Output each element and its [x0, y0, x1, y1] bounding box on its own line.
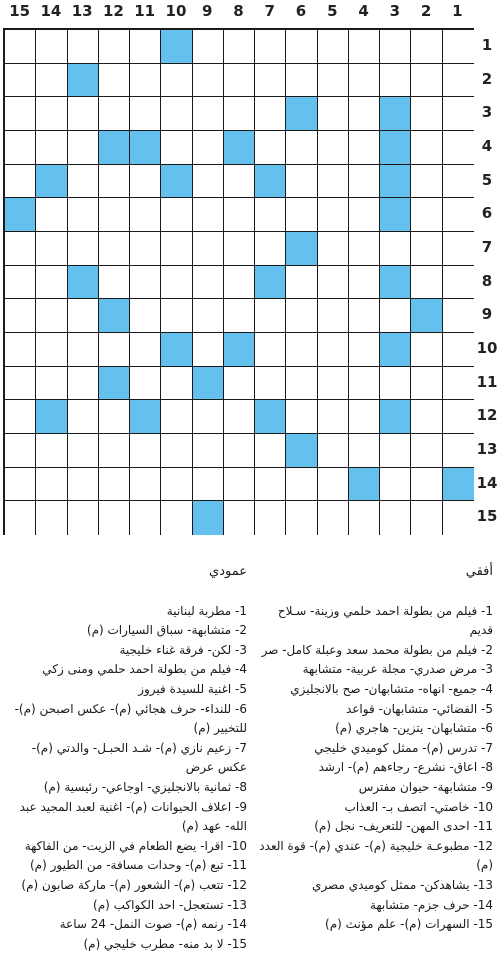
- grid-cell[interactable]: [224, 165, 255, 199]
- down-clue: 7- زعيم نازي (م)- شـد الحبـل- والدتي (م)- عكس عرض: [31, 740, 247, 775]
- grid-cell[interactable]: [411, 400, 442, 434]
- grid-cell[interactable]: [193, 266, 224, 300]
- grid-cell[interactable]: [380, 299, 411, 333]
- across-clue: 4- جميع- انهاه- متشابهان- صح بالانجليزي: [290, 681, 493, 696]
- grid-cell[interactable]: [130, 333, 161, 367]
- grid-cell[interactable]: [130, 468, 161, 502]
- shaded-cell: [130, 131, 161, 165]
- grid-cell[interactable]: [380, 232, 411, 266]
- grid-cell[interactable]: [130, 266, 161, 300]
- grid-cell[interactable]: [349, 400, 380, 434]
- shaded-cell: [224, 333, 255, 367]
- grid-cell[interactable]: [286, 165, 317, 199]
- grid-cell[interactable]: [224, 30, 255, 64]
- grid-cell[interactable]: [224, 468, 255, 502]
- grid-cell[interactable]: [36, 299, 67, 333]
- grid-cell[interactable]: [411, 131, 442, 165]
- grid-cell[interactable]: [443, 434, 474, 468]
- column-numbers: [0, 0, 475, 28]
- across-clue: 5- الفضائي- متشابهان- قواعد: [345, 701, 493, 716]
- grid-cell[interactable]: [36, 501, 67, 535]
- across-clue: 10- خاصتي- اتصف بـ- العذاب: [344, 799, 493, 814]
- column-number: 10: [165, 2, 187, 20]
- row-number: 13: [476, 439, 498, 458]
- grid-cell[interactable]: [443, 30, 474, 64]
- grid-cell[interactable]: [349, 97, 380, 131]
- grid-cell[interactable]: [193, 198, 224, 232]
- across-clue: 1- فيلم من بطولة احمد حلمي وزينة- سـلاح قديم: [277, 603, 493, 638]
- column-number: 5: [327, 2, 338, 20]
- grid-cell[interactable]: [36, 232, 67, 266]
- grid-cell[interactable]: [68, 333, 99, 367]
- down-clue: 5- اغنية للسيدة فيروز: [138, 681, 247, 696]
- grid-cell[interactable]: [161, 131, 192, 165]
- grid-cell[interactable]: [161, 400, 192, 434]
- grid-cell[interactable]: [255, 64, 286, 98]
- grid-cell[interactable]: [224, 434, 255, 468]
- shaded-cell: [255, 266, 286, 300]
- grid-cell[interactable]: [411, 501, 442, 535]
- grid-cell[interactable]: [286, 64, 317, 98]
- row-number: 1: [481, 35, 493, 54]
- grid-cell[interactable]: [161, 501, 192, 535]
- column-number: 4: [358, 2, 369, 20]
- grid-cell[interactable]: [161, 299, 192, 333]
- shaded-cell: [193, 367, 224, 401]
- column-number: 2: [420, 2, 432, 20]
- grid-cell[interactable]: [380, 501, 411, 535]
- shaded-cell: [380, 400, 411, 434]
- grid-cell[interactable]: [161, 232, 192, 266]
- down-clues: [5, 562, 247, 954]
- grid-cell[interactable]: [68, 299, 99, 333]
- across-clue: 12- مطبوعـة خليجية (م)- عندي (م)- قوة العدد (م): [259, 838, 493, 873]
- grid-cell[interactable]: [99, 165, 130, 199]
- down-clue: 10- اقرا- يضع الطعام في الزيت- من الفاكهة: [24, 838, 247, 853]
- row-number: 5: [481, 170, 493, 189]
- column-number: 12: [102, 2, 124, 20]
- grid-cell[interactable]: [36, 30, 67, 64]
- grid-cell[interactable]: [224, 97, 255, 131]
- grid-cell[interactable]: [411, 165, 442, 199]
- grid-cell[interactable]: [130, 434, 161, 468]
- shaded-cell: [161, 165, 192, 199]
- grid-cell[interactable]: [99, 266, 130, 300]
- grid-cell[interactable]: [5, 434, 36, 468]
- grid-cell[interactable]: [411, 367, 442, 401]
- shaded-cell: [36, 400, 67, 434]
- column-number: 14: [40, 2, 62, 20]
- grid-cell[interactable]: [349, 30, 380, 64]
- grid-cell[interactable]: [349, 299, 380, 333]
- grid-cell[interactable]: [161, 367, 192, 401]
- grid-cell[interactable]: [99, 501, 130, 535]
- down-clue: 2- متشابهة- سباق السيارات (م): [86, 623, 247, 638]
- grid-cell[interactable]: [68, 30, 99, 64]
- down-clue: 15- لا بد منه- مطرب خليجي (م): [83, 936, 247, 951]
- grid-cell[interactable]: [255, 501, 286, 535]
- grid-cell[interactable]: [193, 64, 224, 98]
- column-number: 3: [389, 2, 401, 20]
- shaded-cell: [99, 299, 130, 333]
- grid-cell[interactable]: [255, 131, 286, 165]
- grid-cell[interactable]: [68, 468, 99, 502]
- grid-cell[interactable]: [5, 97, 36, 131]
- grid-cell[interactable]: [224, 232, 255, 266]
- shaded-cell: [68, 64, 99, 98]
- grid-cell[interactable]: [36, 367, 67, 401]
- grid-cell[interactable]: [443, 232, 474, 266]
- shaded-cell: [380, 333, 411, 367]
- grid-cell[interactable]: [349, 266, 380, 300]
- grid-cell[interactable]: [224, 198, 255, 232]
- grid-cell[interactable]: [130, 501, 161, 535]
- across-heading: أفقي: [465, 564, 493, 579]
- grid-cell[interactable]: [5, 299, 36, 333]
- grid-cell[interactable]: [318, 367, 349, 401]
- grid-cell[interactable]: [193, 131, 224, 165]
- grid-cell[interactable]: [443, 266, 474, 300]
- grid-cell[interactable]: [5, 232, 36, 266]
- grid-cell[interactable]: [443, 64, 474, 98]
- grid-cell[interactable]: [318, 165, 349, 199]
- grid-cell[interactable]: [5, 266, 36, 300]
- grid-cell[interactable]: [36, 434, 67, 468]
- grid-cell[interactable]: [286, 400, 317, 434]
- down-clue: 3- لكن- فرقة غناء خليجية: [119, 642, 247, 657]
- grid-cell[interactable]: [443, 333, 474, 367]
- grid-cell[interactable]: [286, 299, 317, 333]
- grid-cell[interactable]: [36, 333, 67, 367]
- grid-cell[interactable]: [161, 434, 192, 468]
- grid-cell[interactable]: [318, 400, 349, 434]
- grid-cell[interactable]: [349, 501, 380, 535]
- grid-cell[interactable]: [68, 400, 99, 434]
- grid-cell[interactable]: [349, 367, 380, 401]
- grid-cell[interactable]: [130, 198, 161, 232]
- grid-cell[interactable]: [443, 165, 474, 199]
- shaded-cell: [5, 198, 36, 232]
- grid-cell[interactable]: [255, 198, 286, 232]
- grid-cell[interactable]: [161, 198, 192, 232]
- down-clue: 11- تبع (م)- وحدات مسافة- من الطيور (م): [29, 858, 247, 873]
- grid-cell[interactable]: [318, 468, 349, 502]
- grid-cell[interactable]: [68, 501, 99, 535]
- grid-cell[interactable]: [380, 367, 411, 401]
- grid-cell[interactable]: [5, 367, 36, 401]
- grid-cell[interactable]: [255, 232, 286, 266]
- row-number: 10: [476, 338, 498, 357]
- grid-cell[interactable]: [411, 434, 442, 468]
- grid-cell[interactable]: [318, 198, 349, 232]
- grid-cell[interactable]: [224, 367, 255, 401]
- grid-cell[interactable]: [286, 131, 317, 165]
- across-clue: 11- احدى المهن- للتعريف- نجل (م): [314, 819, 493, 834]
- grid-cell[interactable]: [380, 434, 411, 468]
- grid-cell[interactable]: [130, 30, 161, 64]
- across-clue: 6- متشابهان- يتزين- هاجري (م): [335, 721, 493, 736]
- grid-cell[interactable]: [255, 97, 286, 131]
- grid-cell[interactable]: [5, 30, 36, 64]
- grid-cell[interactable]: [286, 266, 317, 300]
- shaded-cell: [36, 165, 67, 199]
- grid-cell[interactable]: [130, 299, 161, 333]
- grid-cell[interactable]: [130, 165, 161, 199]
- grid-cell[interactable]: [411, 266, 442, 300]
- across-clue: 7- تدرس (م)- ممثل كوميدي خليجي: [314, 740, 493, 755]
- grid-cell[interactable]: [255, 30, 286, 64]
- grid-cell[interactable]: [161, 266, 192, 300]
- grid-cell[interactable]: [130, 97, 161, 131]
- grid-cell[interactable]: [68, 434, 99, 468]
- grid-cell[interactable]: [443, 97, 474, 131]
- grid-cell[interactable]: [36, 64, 67, 98]
- grid-cell[interactable]: [318, 131, 349, 165]
- grid-cell[interactable]: [68, 367, 99, 401]
- grid-cell[interactable]: [349, 232, 380, 266]
- down-clue: 6- للنداء- حرف هجائي (م)- عكس اصبحن (م)- للتخيير (م): [14, 701, 247, 736]
- grid-cell[interactable]: [193, 165, 224, 199]
- grid-cell[interactable]: [68, 232, 99, 266]
- grid-cell[interactable]: [411, 232, 442, 266]
- grid-cell[interactable]: [99, 468, 130, 502]
- shaded-cell: [443, 468, 474, 502]
- grid-cell[interactable]: [161, 468, 192, 502]
- grid-cell[interactable]: [255, 468, 286, 502]
- grid-cell[interactable]: [224, 266, 255, 300]
- across-clue: 13- يشاهدكن- ممثل كوميدي مصري: [312, 877, 493, 892]
- shaded-cell: [286, 232, 317, 266]
- grid-cell[interactable]: [255, 333, 286, 367]
- crossword-grid: [3, 28, 474, 535]
- column-number: 13: [71, 2, 93, 20]
- grid-cell[interactable]: [36, 266, 67, 300]
- grid-cell[interactable]: [380, 64, 411, 98]
- grid-cell[interactable]: [318, 30, 349, 64]
- grid-cell[interactable]: [318, 64, 349, 98]
- grid-cell[interactable]: [443, 400, 474, 434]
- grid-cell[interactable]: [36, 198, 67, 232]
- down-clue: 8- ثمانية بالانجليزي- اوجاعي- رئيسية (م): [43, 779, 247, 794]
- row-number: 2: [481, 69, 493, 88]
- grid-cell[interactable]: [318, 434, 349, 468]
- grid-cell[interactable]: [99, 232, 130, 266]
- grid-cell[interactable]: [411, 198, 442, 232]
- grid-cell[interactable]: [68, 97, 99, 131]
- grid-cell[interactable]: [193, 299, 224, 333]
- grid-cell[interactable]: [5, 64, 36, 98]
- grid-cell[interactable]: [224, 501, 255, 535]
- grid-cell[interactable]: [99, 97, 130, 131]
- shaded-cell: [255, 400, 286, 434]
- row-number: 9: [481, 305, 493, 324]
- grid-cell[interactable]: [318, 232, 349, 266]
- grid-cell[interactable]: [161, 97, 192, 131]
- down-clue: 14- رنمه (م)- صوت النمل- 24 ساعة: [59, 917, 247, 932]
- shaded-cell: [68, 266, 99, 300]
- grid-cell[interactable]: [99, 30, 130, 64]
- grid-cell[interactable]: [349, 64, 380, 98]
- column-number: 1: [452, 2, 463, 20]
- shaded-cell: [255, 165, 286, 199]
- grid-cell[interactable]: [286, 30, 317, 64]
- grid-cell[interactable]: [36, 97, 67, 131]
- grid-cell[interactable]: [99, 333, 130, 367]
- grid-cell[interactable]: [68, 131, 99, 165]
- shaded-cell: [99, 367, 130, 401]
- row-number: 12: [476, 406, 498, 425]
- grid-cell[interactable]: [255, 434, 286, 468]
- grid-cell[interactable]: [130, 367, 161, 401]
- across-clue: 15- السهرات (م)- علم مؤنث (م): [325, 917, 493, 932]
- down-clue: 12- تتعب (م)- الشعور (م)- ماركة صابون (م): [21, 877, 247, 892]
- grid-cell[interactable]: [286, 367, 317, 401]
- shaded-cell: [161, 333, 192, 367]
- shaded-cell: [380, 97, 411, 131]
- column-number: 7: [264, 2, 275, 20]
- down-clue: 13- تستعجل- احد الكواكب (م): [93, 897, 247, 912]
- grid-cell[interactable]: [224, 299, 255, 333]
- grid-cell[interactable]: [318, 299, 349, 333]
- grid-cell[interactable]: [5, 400, 36, 434]
- grid-cell[interactable]: [318, 97, 349, 131]
- grid-cell[interactable]: [443, 198, 474, 232]
- grid-cell[interactable]: [130, 232, 161, 266]
- column-number: 8: [233, 2, 244, 20]
- grid-cell[interactable]: [380, 468, 411, 502]
- column-number: 15: [9, 2, 31, 20]
- grid-cell[interactable]: [286, 198, 317, 232]
- across-clue: 8- اعاق- نشرع- رجاءهم (م)- ارشد: [318, 760, 493, 775]
- column-number: 11: [134, 2, 156, 20]
- grid-cell[interactable]: [443, 501, 474, 535]
- shaded-cell: [224, 131, 255, 165]
- grid-cell[interactable]: [5, 165, 36, 199]
- grid-cell[interactable]: [443, 367, 474, 401]
- grid-cell[interactable]: [161, 64, 192, 98]
- row-number: 7: [481, 237, 493, 256]
- grid-cell[interactable]: [130, 64, 161, 98]
- shaded-cell: [286, 434, 317, 468]
- shaded-cell: [161, 30, 192, 64]
- shaded-cell: [380, 165, 411, 199]
- grid-cell[interactable]: [411, 97, 442, 131]
- row-number: 8: [481, 271, 493, 290]
- grid-cell[interactable]: [349, 434, 380, 468]
- row-number: 14: [476, 473, 498, 492]
- shaded-cell: [349, 468, 380, 502]
- across-clue: 14- حرف جزم- متشابهة: [369, 897, 493, 912]
- grid-cell[interactable]: [5, 333, 36, 367]
- grid-cell[interactable]: [443, 299, 474, 333]
- grid-cell[interactable]: [99, 400, 130, 434]
- grid-cell[interactable]: [99, 64, 130, 98]
- column-number: 6: [295, 2, 307, 20]
- grid-cell[interactable]: [193, 400, 224, 434]
- grid-cell[interactable]: [193, 333, 224, 367]
- grid-cell[interactable]: [68, 198, 99, 232]
- grid-cell[interactable]: [349, 333, 380, 367]
- grid-cell[interactable]: [193, 30, 224, 64]
- down-clue: 4- فيلم من بطولة احمد حلمي ومنى زكي: [42, 662, 247, 677]
- grid-cell[interactable]: [193, 232, 224, 266]
- shaded-cell: [193, 501, 224, 535]
- grid-cell[interactable]: [318, 333, 349, 367]
- grid-cell[interactable]: [5, 131, 36, 165]
- grid-cell[interactable]: [193, 434, 224, 468]
- shaded-cell: [380, 198, 411, 232]
- row-number: 4: [481, 136, 493, 155]
- grid-cell[interactable]: [411, 64, 442, 98]
- grid-cell[interactable]: [193, 468, 224, 502]
- grid-cell[interactable]: [286, 333, 317, 367]
- row-number: 6: [481, 204, 493, 223]
- grid-cell[interactable]: [99, 434, 130, 468]
- shaded-cell: [380, 131, 411, 165]
- shaded-cell: [380, 266, 411, 300]
- down-clue: 9- اعلاف الحيوانات (م)- اغنية لعبد المجيد عبد الله- عهد (م): [19, 799, 247, 834]
- column-number: 9: [202, 2, 213, 20]
- grid-cell[interactable]: [193, 97, 224, 131]
- grid-cell[interactable]: [318, 266, 349, 300]
- row-number: 15: [476, 507, 498, 526]
- shaded-cell: [411, 299, 442, 333]
- across-clues: [255, 562, 493, 935]
- row-number: 11: [476, 372, 498, 391]
- grid-cell[interactable]: [411, 468, 442, 502]
- grid-cell[interactable]: [99, 198, 130, 232]
- grid-cell[interactable]: [318, 501, 349, 535]
- grid-cell[interactable]: [349, 131, 380, 165]
- row-numbers: [474, 29, 500, 536]
- grid-cell[interactable]: [255, 299, 286, 333]
- grid-cell[interactable]: [36, 131, 67, 165]
- row-number: 3: [481, 103, 493, 122]
- grid-cell[interactable]: [349, 198, 380, 232]
- across-clue: 2- فيلم من بطولة محمد سعد وعبلة كامل- صر: [261, 642, 493, 657]
- grid-cell[interactable]: [255, 367, 286, 401]
- across-clue: 9- متشابهة- حيوان مفترس: [358, 779, 493, 794]
- shaded-cell: [286, 97, 317, 131]
- down-heading: عمودي: [209, 564, 247, 579]
- across-clue: 3- مرض صدري- مجلة عربية- متشابهة: [302, 662, 493, 677]
- grid-cell[interactable]: [36, 468, 67, 502]
- grid-cell[interactable]: [411, 30, 442, 64]
- grid-cell[interactable]: [380, 30, 411, 64]
- grid-cell[interactable]: [349, 165, 380, 199]
- down-clue: 1- مطربة لبنانية: [166, 603, 247, 618]
- grid-cell[interactable]: [286, 468, 317, 502]
- grid-cell[interactable]: [5, 468, 36, 502]
- grid-cell[interactable]: [286, 501, 317, 535]
- grid-cell[interactable]: [443, 131, 474, 165]
- shaded-cell: [99, 131, 130, 165]
- grid-cell[interactable]: [224, 400, 255, 434]
- grid-cell[interactable]: [68, 165, 99, 199]
- grid-cell[interactable]: [411, 333, 442, 367]
- grid-cell[interactable]: [5, 501, 36, 535]
- shaded-cell: [130, 400, 161, 434]
- grid-cell[interactable]: [224, 64, 255, 98]
